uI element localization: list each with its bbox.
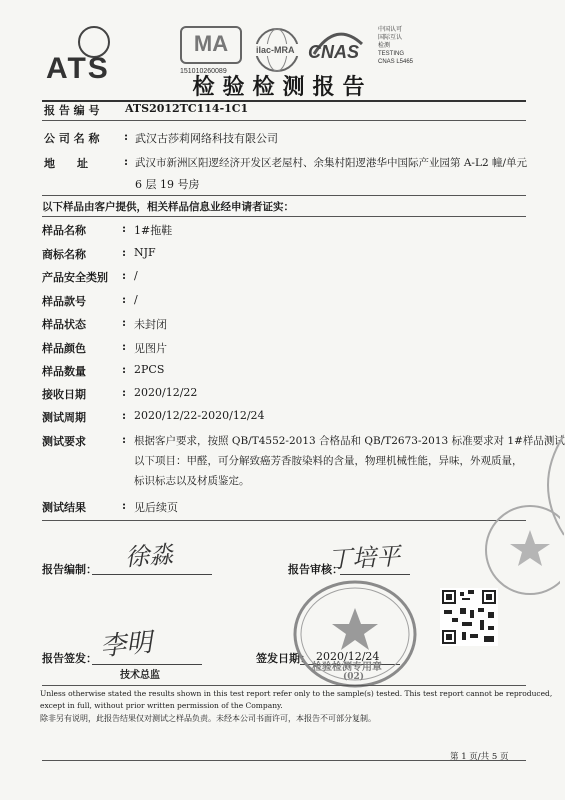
- reviewer-sign-line: [340, 574, 410, 575]
- issuer-sign-line: [92, 664, 202, 665]
- divider: [42, 216, 526, 217]
- cnas-side-text: [378, 26, 438, 66]
- qr-code-icon: [440, 588, 498, 646]
- colon: :: [124, 155, 129, 168]
- field-value: NJF: [134, 246, 156, 259]
- edge-stamp-icon: [528, 430, 564, 540]
- colon: :: [122, 340, 127, 353]
- provided-note: 以下样品由客户提供，相关样品信息业经申请者证实：: [42, 201, 294, 213]
- colon: :: [122, 386, 127, 399]
- colon: :: [124, 130, 129, 143]
- cnas-side-line: 国际互认: [378, 35, 403, 41]
- report-no-label: 报 告 编 号: [44, 104, 100, 117]
- colon: :: [122, 293, 127, 306]
- divider: [42, 120, 526, 121]
- colon: :: [122, 409, 127, 422]
- field-label: 产品安全类别: [42, 271, 108, 284]
- colon: :: [122, 316, 127, 329]
- issuer-label: 报告签发：: [42, 652, 97, 665]
- address-label: 地 址: [44, 157, 88, 170]
- address-value-line2: 6 层 19 号房: [135, 178, 200, 191]
- field-label: 样品数量: [42, 365, 86, 378]
- field-value: 见图片: [134, 342, 167, 355]
- field-value: 2020/12/22-2020/12/24: [134, 409, 265, 422]
- edge-stamp: [528, 430, 564, 540]
- field-value: 1#拖鞋: [134, 224, 173, 237]
- disclaimer-en-line: Unless otherwise stated the results shown in this test report refer only to the sample(s) tested. This test report cannot be reproduced,: [40, 689, 553, 698]
- disclaimer-en-line: except in full, without prior written permission of the Company.: [40, 701, 283, 710]
- stamp-number: (02): [343, 672, 365, 682]
- colon: :: [122, 269, 127, 282]
- cnas-logo-text: CNAS: [308, 42, 360, 62]
- reviewer-signature: 丁培平: [327, 542, 401, 574]
- report-no-value: ATS2012TC114-1C1: [125, 102, 249, 115]
- issuer-title: 技术总监: [120, 670, 160, 681]
- field-value: /: [134, 293, 138, 306]
- requirement-line: 标识标志以及材质鉴定。: [134, 475, 250, 487]
- field-label: 样品状态: [42, 318, 86, 331]
- title-divider: [42, 100, 526, 102]
- field-value: 2PCS: [134, 363, 165, 376]
- colon: :: [122, 499, 127, 512]
- cnas-logo: [306, 24, 366, 74]
- cnas-side-line: 检测: [378, 43, 391, 49]
- issue-date-value: 2020/12/24: [316, 650, 380, 663]
- cnas-side-line: CNAS L5465: [378, 59, 414, 65]
- field-label: 样品名称: [42, 224, 86, 237]
- cma-logo-mark: MA: [180, 26, 242, 64]
- divider: [42, 195, 526, 196]
- compiler-sign-line: [92, 574, 212, 575]
- ilac-mra-logo: [250, 26, 304, 76]
- ats-logo-text: ATS: [46, 52, 110, 85]
- footer-divider: [42, 760, 526, 761]
- issuer-signature: 李明: [99, 627, 154, 663]
- cnas-side-line: 中国认可: [378, 27, 403, 33]
- issue-date-label: 签发日期：: [256, 652, 311, 665]
- cma-number: 151010260089: [180, 68, 227, 75]
- colon: :: [122, 246, 127, 259]
- report-title: 检验检测报告: [192, 74, 373, 100]
- divider: [42, 685, 526, 686]
- result-value: 见后续页: [134, 501, 178, 514]
- cnas-side-line: TESTING: [378, 51, 405, 57]
- field-label: 接收日期: [42, 388, 86, 401]
- field-label: 商标名称: [42, 248, 86, 261]
- reviewer-label: 报告审核：: [288, 563, 343, 576]
- company-label: 公 司 名 称: [44, 132, 100, 145]
- divider: [42, 520, 526, 521]
- cma-logo: [180, 26, 240, 75]
- field-label: 样品颜色: [42, 342, 86, 355]
- company-value: 武汉古莎莉网络科技有限公司: [135, 132, 278, 145]
- field-label: 样品款号: [42, 295, 86, 308]
- field-value: /: [134, 269, 138, 282]
- field-label: 测试周期: [42, 411, 86, 424]
- requirement-label: 测试要求: [42, 435, 86, 448]
- stamp-text: 检验检测专用章: [312, 662, 382, 673]
- requirement-line: 以下项目：甲醛，可分解致癌芳香胺染料的含量，物理机械性能，异味，外观质量，: [134, 455, 523, 467]
- requirement-line: 根据客户要求，按照 QB/T4552-2013 合格品和 QB/T2673-2013 标准要求对 1#样品测试: [134, 435, 565, 447]
- page-indicator: 第 1 页/共 5 页: [450, 752, 509, 762]
- compiler-label: 报告编制：: [42, 563, 97, 576]
- qr-code: [440, 588, 498, 646]
- colon: :: [122, 433, 127, 446]
- field-value: 未封闭: [134, 318, 167, 331]
- colon: :: [122, 222, 127, 235]
- address-value-line1: 武汉市新洲区阳逻经济开发区老屋村、余集村阳逻港华中国际产业园第 A-L2 幢/单元: [135, 157, 527, 169]
- disclaimer-cn: 除非另有说明，此报告结果仅对测试之样品负责。未经本公司书面许可，本报告不可部分复制。: [40, 714, 376, 723]
- official-stamp: [290, 578, 420, 690]
- colon: :: [122, 363, 127, 376]
- field-value: 2020/12/22: [134, 386, 198, 399]
- compiler-signature: 徐淼: [124, 540, 175, 572]
- result-label: 测试结果: [42, 501, 86, 514]
- ilac-logo-text: ilac-MRA: [256, 45, 295, 55]
